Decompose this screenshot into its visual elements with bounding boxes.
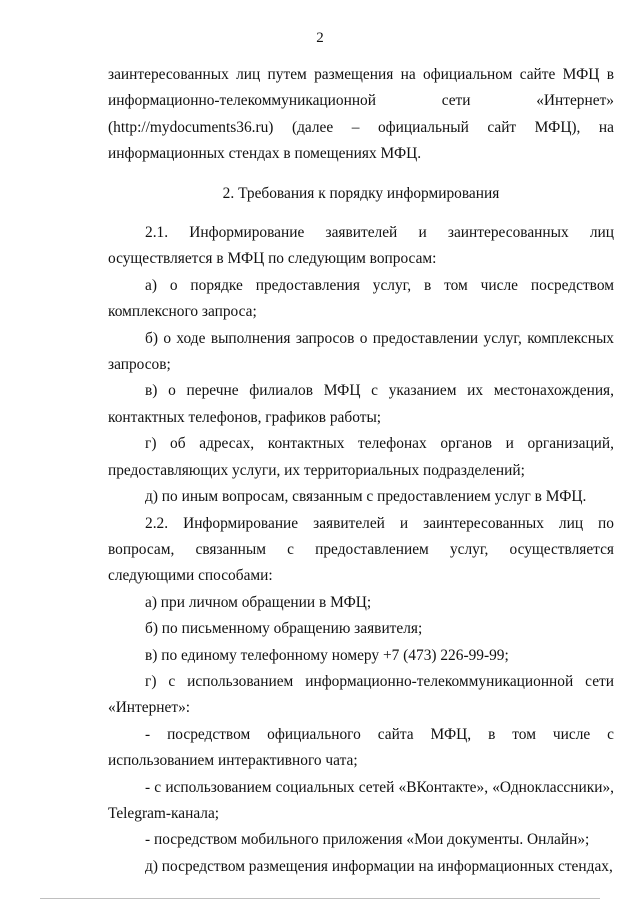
method-item-a: а) при личном обращении в МФЦ; xyxy=(145,593,372,611)
document-body xyxy=(108,62,614,880)
paragraph-2-2: 2.2. Информирование заявителей и заинтересованных лиц по вопросам, связанным с предоставлением услуг, осуществляется следующими способами: xyxy=(108,514,614,585)
list-item-a: а) о порядке предоставления услуг, в том числе посредством комплексного запроса; xyxy=(108,276,614,321)
dash-item-mobile-app: - посредством мобильного приложения «Мои документы. Онлайн»; xyxy=(145,831,590,849)
scan-edge-divider xyxy=(40,898,600,899)
paragraph-2-1: 2.1. Информирование заявителей и заинтересованных лиц осуществляется в МФЦ по следующим вопросам: xyxy=(108,224,614,268)
dash-item-social: - с использованием социальных сетей «ВКонтакте», «Одноклассники», Telegram-канала; xyxy=(108,778,614,822)
page-number: 2 xyxy=(316,30,324,46)
method-item-b: б) по письменному обращению заявителя; xyxy=(145,620,423,638)
list-item-d: д) по иным вопросам, связанным с предоставлением услуг в МФЦ. xyxy=(145,488,587,506)
method-item-g: г) с использованием информационно-телекоммуникационной сети «Интернет»: xyxy=(108,672,614,717)
paragraph-continued: заинтересованных лиц путем размещения на официальном сайте МФЦ в информационно-телекоммуникационной сети «Интернет» (http://mydocuments36.ru) (далее – официальный сайт МФЦ), на информационных стендах в помещениях МФЦ. xyxy=(108,66,614,163)
list-item-v: в) о перечне филиалов МФЦ с указанием их местонахождения, контактных телефонов, графиков работы; xyxy=(108,382,614,426)
list-item-g: г) об адресах, контактных телефонах органов и организаций, предоставляющих услуги, их территориальных подразделений; xyxy=(108,435,614,479)
method-item-v: в) по единому телефонному номеру +7 (473) 226-99-99; xyxy=(145,646,509,664)
dash-item-website: - посредством официального сайта МФЦ, в том числе с использованием интерактивного чата; xyxy=(108,725,614,770)
list-item-b: б) о ходе выполнения запросов о предоставлении услуг, комплексных запросов; xyxy=(108,329,614,374)
section-heading: 2. Требования к порядку информирования xyxy=(222,184,500,202)
method-item-d: д) посредством размещения информации на информационных стендах, xyxy=(145,857,613,875)
